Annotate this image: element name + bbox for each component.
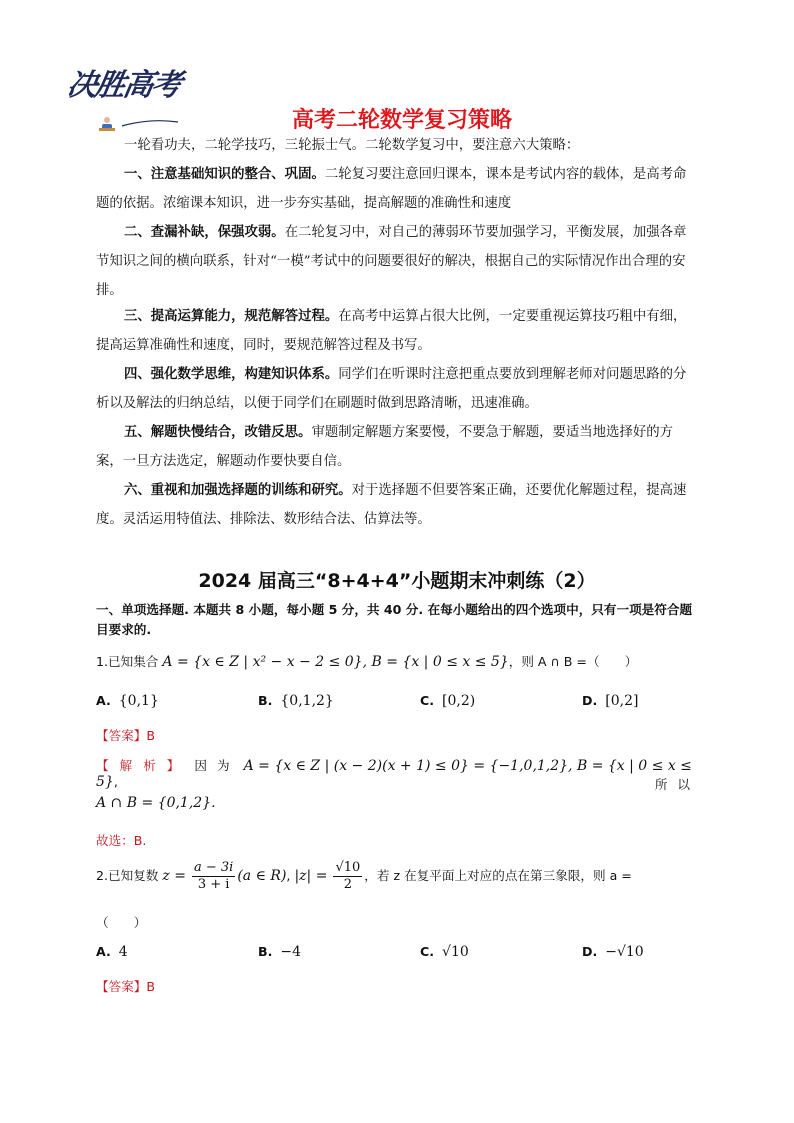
analysis-result <box>96 795 700 811</box>
option-value: {0,1} <box>118 693 159 709</box>
option-c[interactable] <box>420 944 469 960</box>
analysis-q1: 【解析】 因为 A = {x ∈ Z | (x − 2)(x + 1) ≤ 0} = {−1,0,1,2}, B = {x | 0 ≤ x ≤ 5}, 所以 <box>96 758 700 792</box>
analysis-tag: 【解析】 <box>96 758 191 773</box>
fraction-z <box>192 860 235 893</box>
option-c[interactable] <box>420 693 475 709</box>
answer-tag: 【答案】 <box>96 728 147 743</box>
fraction-numerator: √10 <box>335 860 361 875</box>
choose-text: 故选：B. <box>96 833 147 848</box>
strategy-item-body: 在二轮复习中，对自己的薄弱环节要加强学习，平衡发展，加强各章节知识之间的横向联系，针对“一模”考试中的问题要很好的解决，根据自己的实际情况作出合理的安排。 <box>96 225 687 298</box>
option-a[interactable] <box>96 693 159 709</box>
option-d[interactable] <box>582 693 638 709</box>
question-2: 2.已知复数 z = $\frac{a - 3i}{3 + i}$ (a ∈ R), |z| = $\frac{√10}{2}$ ，若 z 在复平面上对应的点在第三象限，则 a = <box>96 860 632 892</box>
fraction-numerator: a − 3i <box>194 860 234 875</box>
option-value: −√10 <box>605 944 644 960</box>
strategy-item-head: 六、重视和加强选择题的训练和研究。 <box>124 482 352 498</box>
strategy-intro: 一轮看功夫，二轮学技巧，三轮振士气。二轮数学复习中，要注意六大策略： <box>124 138 580 153</box>
strategy-item-head: 四、强化数学思维，构建知识体系。 <box>124 366 339 382</box>
answer-q1 <box>96 725 155 744</box>
strategy-item-body: 审题制定解题方案要慢，不要急于解题，要适当地选择好的方案，一旦方法选定，解题动作要快要自信。 <box>96 425 674 469</box>
answer-value: B <box>146 728 156 743</box>
option-label: B. <box>258 693 273 708</box>
question-1: 1.已知集合 A = {x ∈ Z | x² − x − 2 ≤ 0}, B = {x | 0 ≤ x ≤ 5}，则 A ∩ B =（ ） <box>96 654 638 670</box>
option-value: [0,2] <box>605 693 639 709</box>
exam-title: 2024 届高三“8+4+4”小题期末冲刺练（2） <box>198 570 596 592</box>
fraction-denominator: 2 <box>343 877 352 892</box>
strategy-item-5 <box>96 418 698 476</box>
z-domain: (a ∈ R) <box>237 868 287 884</box>
choose-q1 <box>96 830 700 849</box>
analysis-result-text: A ∩ B = {0,1,2}. <box>96 795 216 811</box>
strategy-item-head: 五、解题快慢结合，改错反思。 <box>124 424 312 440</box>
answer-q2 <box>96 976 155 995</box>
question-ask: ，则 A ∩ B =（ ） <box>508 654 638 669</box>
strategy-item-head: 二、查漏补缺，保强攻弱。 <box>124 224 285 240</box>
option-label: C. <box>420 693 435 708</box>
strategy-item-head: 一、注意基础知识的整合、巩固。 <box>124 166 325 182</box>
option-value: √10 <box>442 944 469 960</box>
strategy-item-1 <box>96 160 698 218</box>
answer-value: B <box>146 979 156 994</box>
fraction-mod <box>333 860 362 893</box>
option-label: B. <box>258 944 273 959</box>
option-b[interactable] <box>258 693 334 709</box>
strategy-title: 高考二轮数学复习策略 <box>291 108 512 133</box>
strategy-item-body: 在高考中运算占很大比例，一定要重视运算技巧粗中有细，提高运算准确性和速度，同时，要规范解答过程及书写。 <box>96 309 687 353</box>
mod-lhs: |z| = <box>294 868 328 884</box>
option-value: 4 <box>118 944 128 960</box>
strategy-item-head: 三、提高运算能力，规范解答过程。 <box>124 308 339 324</box>
strategy-item-body: 同学们在听课时注意把重点要放到理解老师对问题思路的分析以及解法的归纳总结，以便于同学们在刷题时做到思路清晰，迅速准确。 <box>96 367 687 411</box>
question-ask: ，若 z 在复平面上对应的点在第三象限，则 a = <box>364 868 632 883</box>
option-label: A. <box>96 944 111 959</box>
analysis-expr: A = {x ∈ Z | (x − 2)(x + 1) ≤ 0} = {−1,0,1,2}, B = {x | 0 ≤ x ≤ 5} <box>96 758 692 790</box>
strategy-item-body: 对于选择题不但要答案正确，还要优化解题过程，提高速度。灵活运用特值法、排除法、数形结合法、估算法等。 <box>96 483 687 527</box>
option-value: −4 <box>280 944 302 960</box>
section-header: 一、单项选择题. 本题共 8 小题，每小题 5 分，共 40 分. 在每小题给出的四个选项中，只有一项是符合题目要求的. <box>96 602 693 637</box>
question-prefix: 2.已知复数 <box>96 868 159 883</box>
option-label: A. <box>96 693 111 708</box>
option-b[interactable] <box>258 944 301 960</box>
option-value: {0,1,2} <box>280 693 334 709</box>
option-a[interactable] <box>96 944 128 960</box>
fraction-denominator: 3 + i <box>197 877 230 892</box>
strategy-item-6 <box>96 476 698 534</box>
strategy-item-body: 二轮复习要注意回归课本，课本是考试内容的载体，是高考命题的依据。浓缩课本知识，进一步夯实基础，提高解题的准确性和速度 <box>96 167 687 211</box>
option-value: [0,2) <box>442 693 476 709</box>
strategy-item-2 <box>96 218 698 305</box>
question-prefix: 1.已知集合 <box>96 654 159 669</box>
analysis-because: 因为 <box>194 758 240 773</box>
set-b: B = {x | 0 ≤ x ≤ 5} <box>371 654 509 670</box>
set-a: A = {x ∈ Z | x² − x − 2 ≤ 0} <box>162 654 363 670</box>
strategy-item-3 <box>96 302 698 360</box>
question-2-paren: （ ） <box>96 915 147 930</box>
z-lhs: z = <box>162 868 186 884</box>
logo-text: 决胜高考 <box>64 68 183 103</box>
strategy-item-4 <box>96 360 698 418</box>
option-label: D. <box>582 944 598 959</box>
analysis-so: 所以 <box>654 777 700 792</box>
option-label: C. <box>420 944 435 959</box>
answer-tag: 【答案】 <box>96 979 147 994</box>
option-label: D. <box>582 693 598 708</box>
option-d[interactable] <box>582 944 644 960</box>
